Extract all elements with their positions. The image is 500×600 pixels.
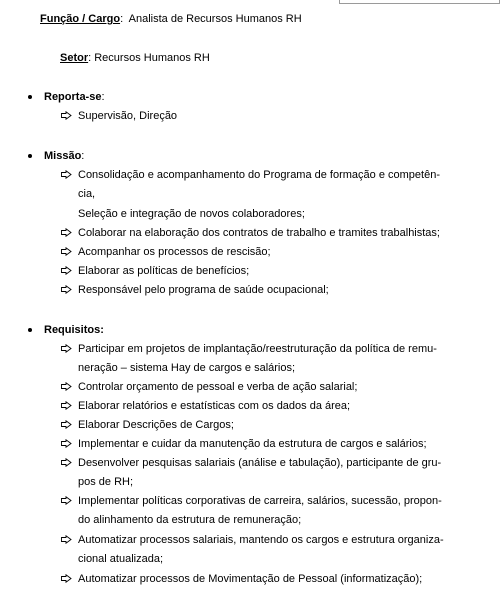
arrow-right-icon: [61, 111, 72, 120]
arrow-right-icon: [61, 496, 72, 505]
arrow-right-icon: [61, 420, 72, 429]
arrow-right-icon: [61, 401, 72, 410]
arrow-right-icon: [61, 458, 72, 467]
reporta-title: Reporta-se: [44, 91, 102, 103]
list-item: Consolidação e acompanhamento do Programa de formação e competên-: [78, 169, 440, 181]
arrow-right-icon: [61, 170, 72, 179]
list-item-continuation: cia,: [78, 188, 96, 200]
arrow-right-icon: [61, 285, 72, 294]
list-item-continuation: cional atualizada;: [78, 553, 164, 565]
bullet-dot-icon: [28, 95, 32, 99]
list-item-continuation: do alinhamento da estrutura de remuneração;: [78, 514, 302, 526]
list-item: Automatizar processos de Movimentação de Pessoal (informatização);: [78, 573, 423, 585]
funcao-label: Função / Cargo: [40, 13, 121, 25]
list-item: Acompanhar os processos de rescisão;: [78, 246, 271, 258]
bullet-dot-icon: [28, 154, 32, 158]
list-item: Colaborar na elaboração dos contratos de trabalho e tramites trabalhistas;: [78, 227, 440, 239]
list-item-continuation: pos de RH;: [78, 476, 134, 488]
arrow-right-icon: [61, 439, 72, 448]
list-item: Elaborar relatórios e estatísticas com os dados da área;: [78, 400, 351, 412]
setor-value: : Recursos Humanos RH: [88, 52, 210, 64]
list-item: Desenvolver pesquisas salariais (análise e tabulação), participante de gru-: [78, 457, 442, 469]
arrow-right-icon: [61, 382, 72, 391]
list-item: Elaborar as políticas de benefícios;: [78, 265, 250, 277]
list-item: Participar em projetos de implantação/reestruturação da política de remu-: [78, 343, 437, 355]
list-item: Elaborar Descrições de Cargos;: [78, 419, 234, 431]
setor-label: Setor: [60, 52, 89, 64]
arrow-right-icon: [61, 266, 72, 275]
arrow-right-icon: [61, 344, 72, 353]
list-item: Controlar orçamento de pessoal e verba de ação salarial;: [78, 381, 358, 393]
missao-title-line: [44, 149, 84, 163]
list-item: Implementar políticas corporativas de carreira, salários, sucessão, propon-: [78, 495, 442, 507]
list-item: Supervisão, Direção: [78, 110, 178, 122]
arrow-right-icon: [61, 228, 72, 237]
reporta-colon: :: [101, 91, 105, 103]
reporta-title-line: [44, 90, 105, 104]
bullet-dot-icon: [28, 328, 32, 332]
requisitos-title: Requisitos:: [44, 324, 104, 336]
arrow-right-icon: [61, 574, 72, 583]
list-item: Implementar e cuidar da manutenção da estrutura de cargos e salários;: [78, 438, 427, 450]
list-item-continuation: Seleção e integração de novos colaboradores;: [78, 208, 305, 220]
list-item: Automatizar processos salariais, mantendo os cargos e estrutura organiza-: [78, 534, 444, 546]
missao-title: Missão: [44, 150, 82, 162]
list-item: Responsável pelo programa de saúde ocupacional;: [78, 284, 329, 296]
funcao-line: [40, 12, 302, 26]
page-frame-edge: [339, 0, 500, 4]
arrow-right-icon: [61, 247, 72, 256]
requisitos-title-line: [44, 323, 104, 337]
missao-colon: :: [81, 150, 85, 162]
funcao-colon: :: [120, 13, 124, 25]
list-item-continuation: neração – sistema Hay de cargos e salários;: [78, 362, 296, 374]
funcao-value: Analista de Recursos Humanos RH: [128, 13, 302, 25]
arrow-right-icon: [61, 535, 72, 544]
setor-line: [60, 51, 210, 65]
